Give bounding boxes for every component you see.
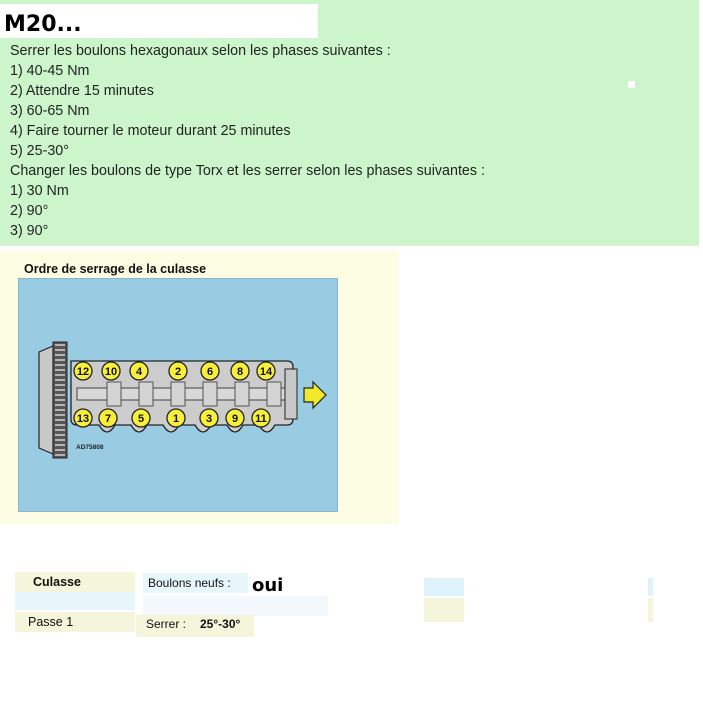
bolt-marker-4 xyxy=(130,362,148,380)
svg-text:1: 1 xyxy=(172,413,180,425)
bolt-marker-5 xyxy=(132,409,150,427)
svg-text:11: 11 xyxy=(255,413,267,425)
svg-text:4: 4 xyxy=(135,366,143,378)
pass-label: Passe 1 xyxy=(28,615,74,629)
bolt-marker-11 xyxy=(252,409,270,427)
page-title: M20... xyxy=(4,12,82,37)
diagram-frame xyxy=(18,278,338,512)
title-strip xyxy=(0,4,318,38)
tighten-label: Serrer : xyxy=(146,617,187,631)
instruction-line: 2) Attendre 15 minutes xyxy=(10,83,154,99)
bolt-marker-9 xyxy=(226,409,244,427)
instruction-line: 3) 90° xyxy=(10,223,49,239)
end-plate xyxy=(285,369,297,419)
instructions-panel xyxy=(0,0,699,246)
arrow-right-icon xyxy=(304,382,326,408)
instruction-line: 1) 30 Nm xyxy=(10,183,69,199)
svg-text:5: 5 xyxy=(137,413,145,425)
figure-reference: AD75808 xyxy=(76,444,104,451)
blank-cell-bg xyxy=(424,598,464,622)
bolt-marker-2 xyxy=(169,362,187,380)
bolt-marker-1 xyxy=(167,409,185,427)
bolt-marker-13 xyxy=(74,409,92,427)
bolt-marker-12 xyxy=(74,362,92,380)
component-label: Culasse xyxy=(33,575,81,589)
diagram-title: Ordre de serrage de la culasse xyxy=(24,262,207,276)
svg-text:6: 6 xyxy=(206,366,214,378)
instruction-line: 5) 25-30° xyxy=(10,143,69,159)
instruction-list xyxy=(10,41,485,241)
bolt-marker-14 xyxy=(257,362,275,380)
instruction-line: Serrer les boulons hexagonaux selon les phases suivantes : xyxy=(10,43,391,59)
bolt-marker-7 xyxy=(99,409,117,427)
svg-text:3: 3 xyxy=(205,413,213,425)
svg-text:13: 13 xyxy=(76,413,90,425)
table-band-bg xyxy=(15,592,135,610)
instruction-line: 1) 40-45 Nm xyxy=(10,63,90,79)
svg-text:2: 2 xyxy=(174,366,182,378)
bolt-marker-3 xyxy=(200,409,218,427)
blank-cell-bg xyxy=(424,578,464,596)
cylinder-head-diagram xyxy=(19,279,337,511)
svg-text:8: 8 xyxy=(236,366,244,378)
blank-cell-bg xyxy=(648,598,653,622)
new-bolts-label: Boulons neufs : xyxy=(148,576,231,590)
instruction-line: 2) 90° xyxy=(10,203,49,219)
decorative-dot xyxy=(628,81,635,88)
svg-text:9: 9 xyxy=(231,413,239,425)
instruction-line: 3) 60-65 Nm xyxy=(10,103,90,119)
band-cell-bg xyxy=(143,596,328,616)
pulley-cover xyxy=(39,346,53,454)
svg-text:14: 14 xyxy=(259,366,273,378)
svg-text:7: 7 xyxy=(104,413,112,425)
tighten-value: 25°-30° xyxy=(200,617,241,631)
svg-text:10: 10 xyxy=(104,366,118,378)
bolt-marker-10 xyxy=(102,362,120,380)
new-bolts-value: oui xyxy=(252,575,284,596)
blank-cell-bg xyxy=(648,578,653,596)
instruction-line: 4) Faire tourner le moteur durant 25 minutes xyxy=(10,123,291,139)
tightening-diagram-panel xyxy=(0,251,399,524)
bolt-marker-8 xyxy=(231,362,249,380)
svg-text:12: 12 xyxy=(76,366,90,378)
bolt-marker-6 xyxy=(201,362,219,380)
instruction-line: Changer les boulons de type Torx et les serrer selon les phases suivantes : xyxy=(10,163,485,179)
